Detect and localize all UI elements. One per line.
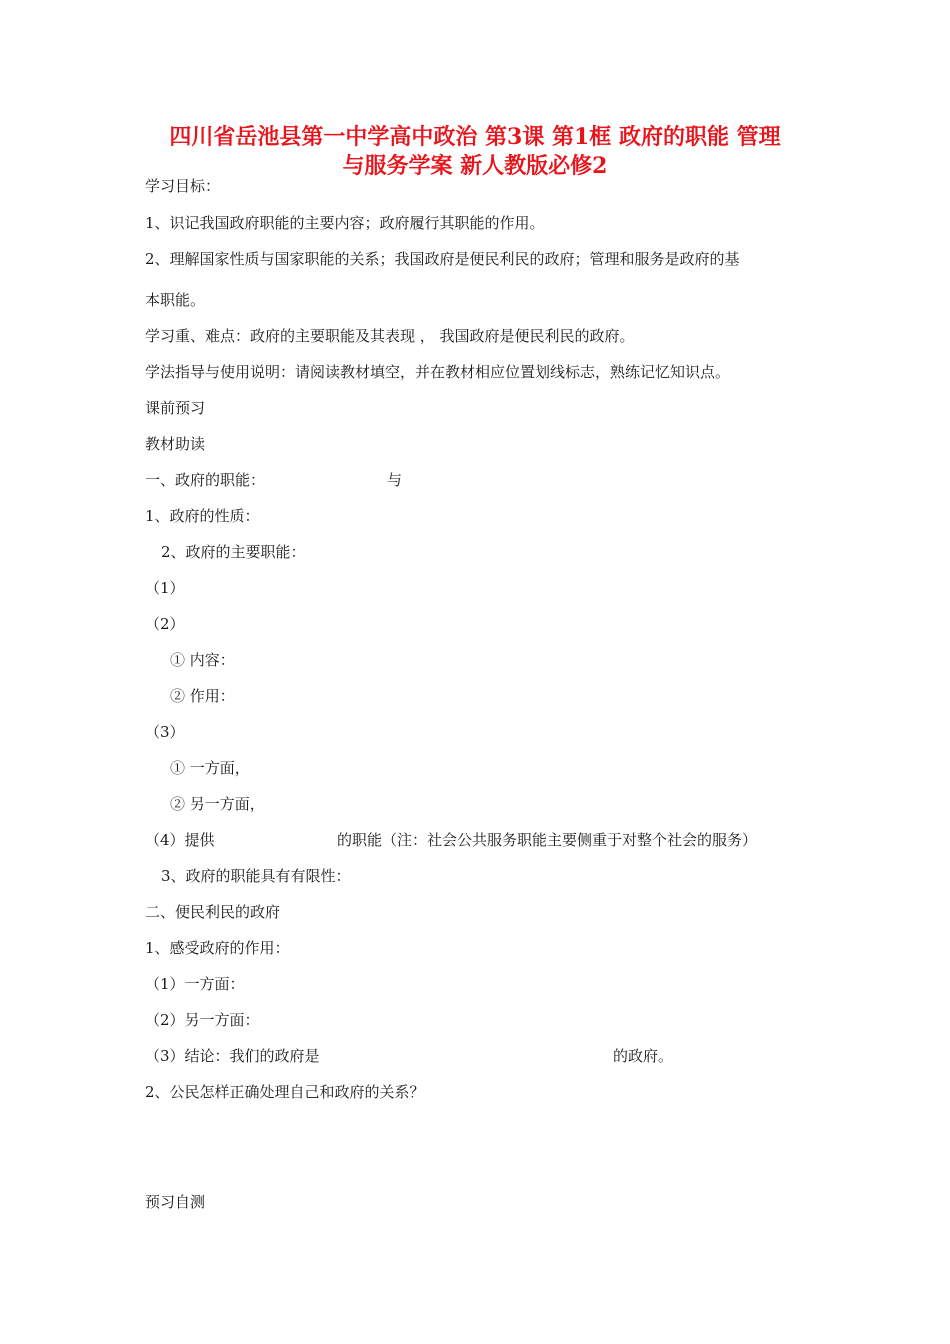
goal-1: 1、识记我国政府职能的主要内容；政府履行其职能的作用。 bbox=[145, 214, 545, 232]
sub-item-3: （3） bbox=[145, 723, 185, 741]
section-preview-self-test: 预习自测 bbox=[145, 1193, 206, 1211]
role-one-side: （1）一方面： bbox=[145, 975, 245, 993]
conclusion-label: （3）结论：我们的政府是 bbox=[145, 1047, 320, 1065]
item-government-nature: 1、政府的性质： bbox=[145, 507, 260, 525]
study-guidance: 学法指导与使用说明：请阅读教材填空，并在教材相应位置划线标志，熟练记忆知识点。 bbox=[145, 363, 731, 381]
learning-goals-heading: 学习目标： bbox=[145, 177, 221, 195]
section-preview: 课前预习 bbox=[145, 399, 206, 417]
role-conclusion bbox=[145, 1046, 705, 1066]
sub-item-2-effect: ② 作用： bbox=[170, 687, 235, 705]
part-2-heading: 二、便民利民的政府 bbox=[145, 903, 281, 921]
item-function-limits: 3、政府的职能具有有限性： bbox=[161, 867, 351, 885]
role-other-side: （2）另一方面： bbox=[145, 1011, 260, 1029]
item-citizen-government-relation: 2、公民怎样正确处理自己和政府的关系？ bbox=[145, 1083, 425, 1101]
part-1-label: 一、政府的职能： bbox=[145, 471, 266, 489]
document-title-line-2: 与服务学案 新人教版必修2 bbox=[342, 153, 608, 179]
part-1-heading bbox=[145, 470, 545, 490]
item-main-functions: 2、政府的主要职能： bbox=[161, 543, 306, 561]
conclusion-end: 的政府。 bbox=[613, 1047, 674, 1065]
document-title-line-1: 四川省岳池县第一中学高中政治 第3课 第1框 政府的职能 管理 bbox=[169, 124, 781, 150]
sub-item-1: （1） bbox=[145, 579, 185, 597]
sub-item-2-content: ① 内容： bbox=[170, 651, 235, 669]
sub-item-3-other-side: ② 另一方面， bbox=[170, 795, 265, 813]
sub-item-4 bbox=[145, 830, 815, 850]
sub-item-4-note: 的职能（注：社会公共服务职能主要侧重于对整个社会的服务） bbox=[337, 831, 758, 849]
section-textbook-reading: 教材助读 bbox=[145, 435, 206, 453]
sub-item-4-label: （4）提供 bbox=[145, 831, 215, 849]
part-1-connector: 与 bbox=[387, 471, 403, 489]
sub-item-2: （2） bbox=[145, 615, 185, 633]
item-feel-government-role: 1、感受政府的作用： bbox=[145, 939, 290, 957]
sub-item-3-one-side: ① 一方面， bbox=[170, 759, 250, 777]
goal-2: 2、理解国家性质与国家职能的关系；我国政府是便民利民的政府；管理和服务是政府的基 bbox=[145, 250, 740, 268]
key-points: 学习重、难点：政府的主要职能及其表现 ， 我国政府是便民利民的政府。 bbox=[145, 327, 635, 345]
goal-2-continued: 本职能。 bbox=[145, 291, 206, 309]
